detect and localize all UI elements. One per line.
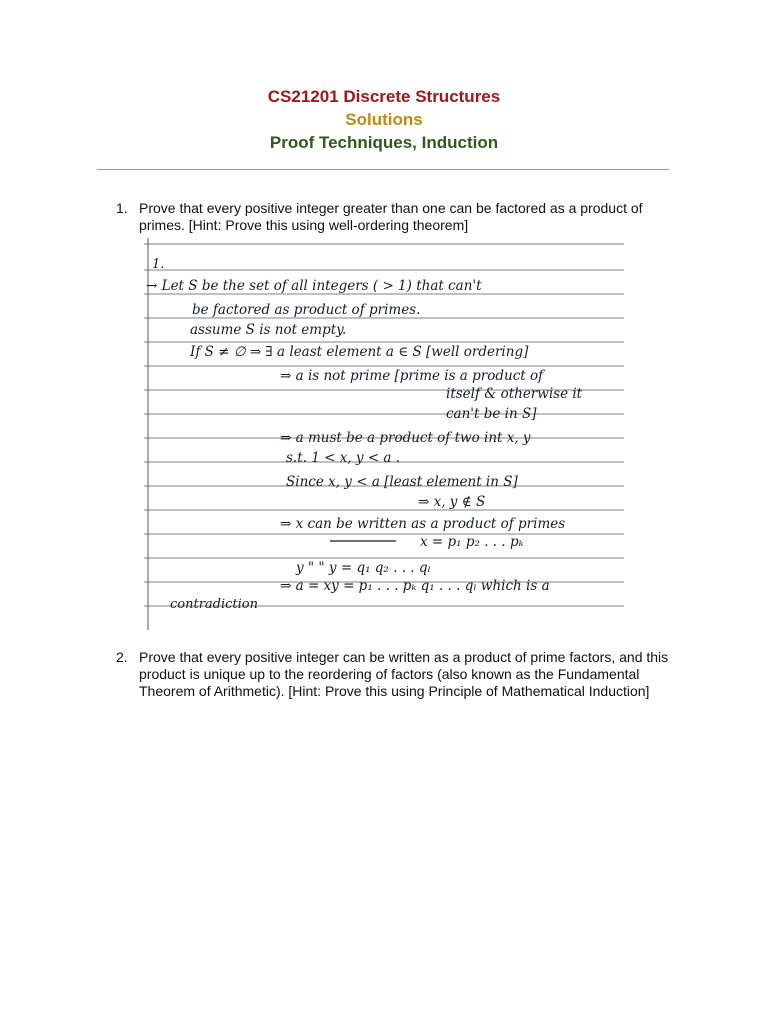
hw-line: x = p₁ p₂ . . . pₖ — [420, 534, 524, 550]
handwritten-solution — [140, 238, 624, 630]
question-number: 2. — [116, 649, 128, 665]
hw-line: Since x, y < a [least element in S] — [286, 474, 518, 490]
question-number: 1. — [116, 200, 128, 216]
hw-line: ⇒ a = xy = p₁ . . . pₖ q₁ . . . qₗ which is a — [280, 578, 550, 594]
hw-line: 1. — [152, 257, 165, 272]
hw-line: s.t. 1 < x, y < a . — [286, 450, 401, 466]
question-text: Prove that every positive integer can be written as a product of prime factors, and this product is unique up to the reordering of factors (also known as the Fundamental Theorem of Arithmetic). [Hint: Prove this using Principle of Mathematical Induction] — [139, 649, 669, 699]
question-2 — [116, 649, 676, 700]
hw-line: can't be in S] — [446, 406, 537, 422]
hw-line: ⇒ x can be written as a product of primes — [280, 516, 566, 532]
hw-line: assume S is not empty. — [190, 322, 347, 338]
hw-line: ⇒ x, y ∉ S — [418, 494, 486, 510]
hw-line: itself & otherwise it — [446, 386, 583, 402]
solutions-subtitle: Solutions — [345, 110, 423, 129]
hw-line: ⇒ a is not prime [prime is a product of — [280, 368, 544, 384]
header-divider — [97, 169, 669, 170]
hw-line: y " " y = q₁ q₂ . . . qₗ — [296, 560, 431, 576]
course-title: CS21201 Discrete Structures — [267, 87, 501, 106]
hw-line: ⇒ a must be a product of two int x, y — [280, 430, 531, 446]
hw-line: be factored as product of primes. — [192, 302, 421, 318]
hw-line: → Let S be the set of all integers ( > 1) that can't — [146, 278, 482, 294]
hw-line: contradiction — [170, 597, 259, 612]
question-1 — [116, 200, 676, 234]
topic-title: Proof Techniques, Induction — [269, 133, 499, 152]
hw-line: If S ≠ ∅ ⇒ ∃ a least element a ∈ S [well ordering] — [190, 344, 529, 360]
document-header — [0, 86, 768, 154]
question-text: Prove that every positive integer greater than one can be factored as a product of primes. [Hint: Prove this using well-ordering theorem] — [139, 200, 643, 233]
